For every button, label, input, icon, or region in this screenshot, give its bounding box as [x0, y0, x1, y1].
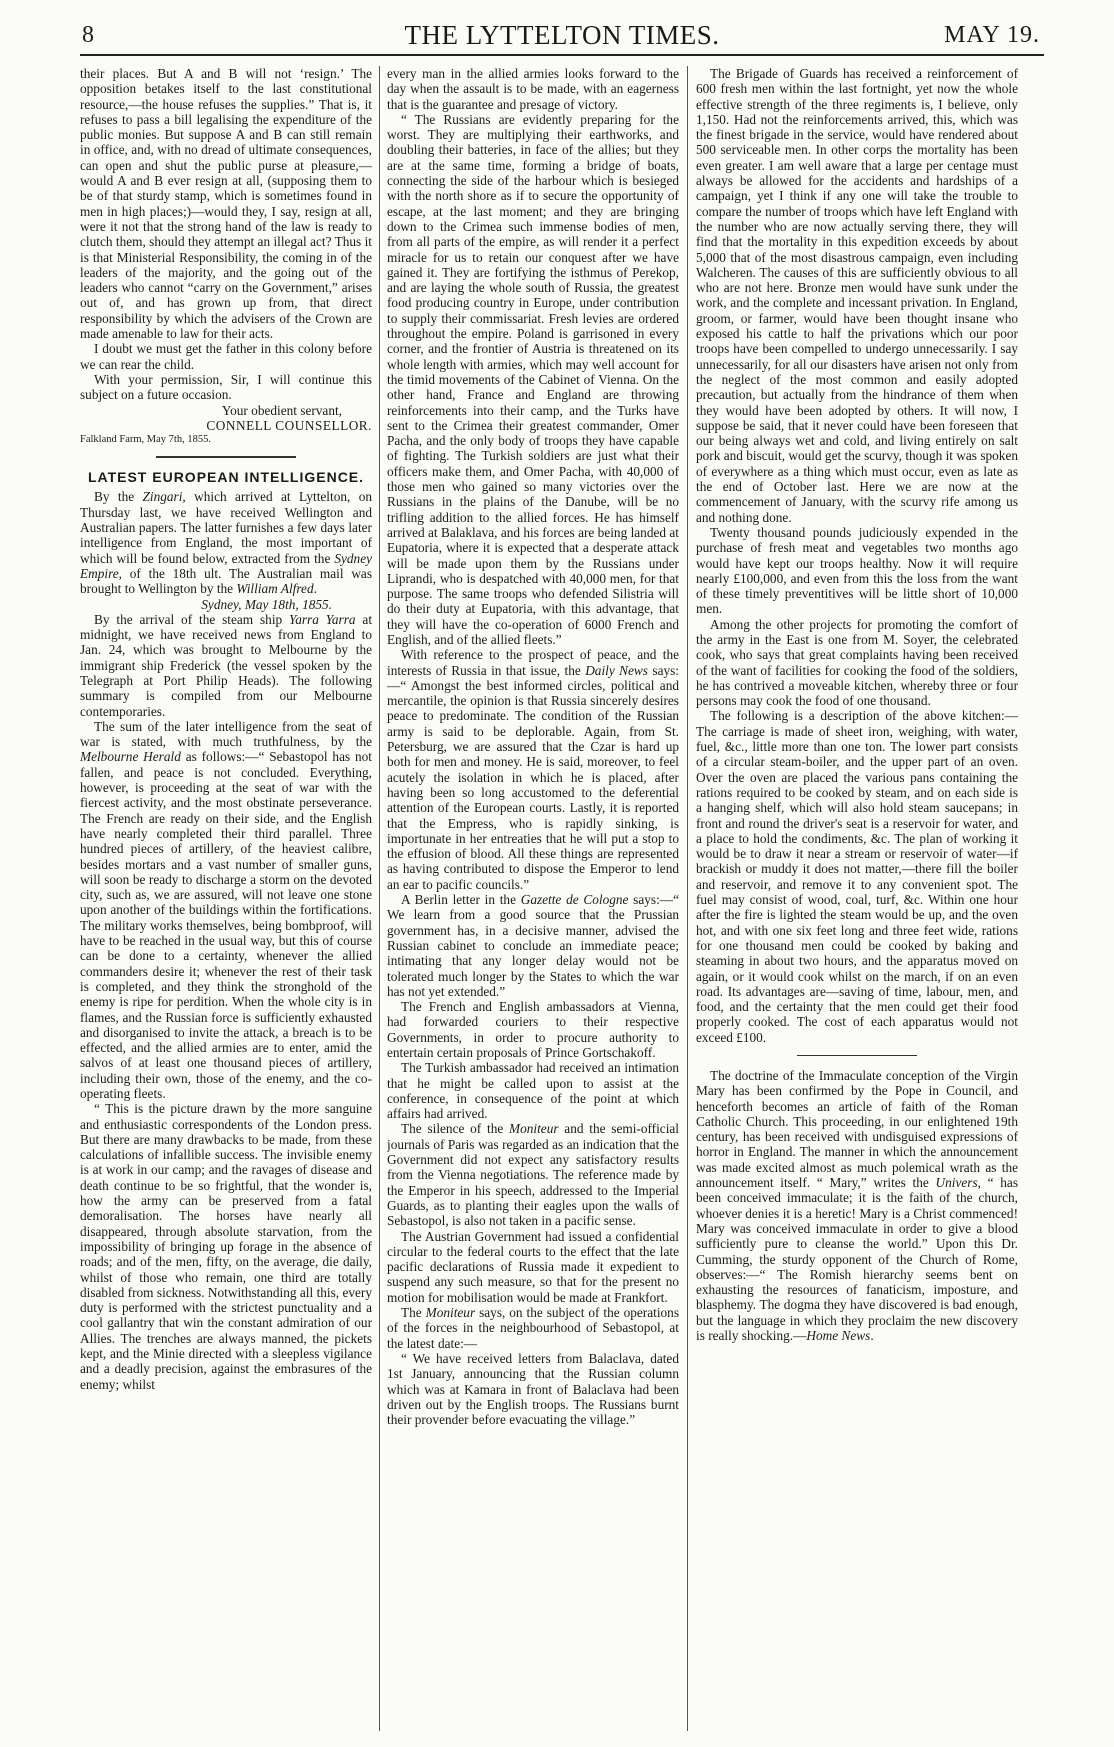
letter-closing: Your obedient servant, — [221, 402, 342, 418]
paragraph: The Turkish ambassador had received an intimation that he might be called upon to assist at the conference, in consequence of the point at which affairs had arrived. — [387, 1060, 679, 1122]
column-rule — [687, 66, 688, 1731]
dateline: Sydney, May 18th, 1855. — [201, 596, 332, 612]
paragraph: A Berlin letter in the Gazette de Cologne says:—“ We learn from a good source that the Prussian government has, in a decisive manner, advised the Russian cabinet to conclude an immediate peace; intimating that any longer delay would not be tolerated much longer by the States to which the war has not yet extended.” — [387, 892, 679, 999]
paragraph: “ The Russians are evidently preparing for the worst. They are multiplying their earthworks, and doubling their batteries, in face of the allies; but they are at the same time, forming a bridge of boats, connecting the side of the harbour which is besieged with the north shore as if to secure the opportunity of escape, at the last moment; and they are bringing down to the Crimea such immense bodies of men, from all parts of the empire, as will render it a perfect miracle for us to retain our conquest after we have gained it. They are fortifying the isthmus of Perekop, and are laying the whole south of Russia, the greatest food producing country in Europe, under contribution to supply their commissariat. Fresh levies are ordered throughout the empire. Poland is garrisoned in every corner, and the frontier of Austria is threatened on its whole length with armies, which may well account for the timid movements of the Cabinet of Vienna. On the other hand, France and England are throwing reinforcements into their camp, and the Turks have sent to the Crimea their greatest commander, Omer Pacha, and the only body of troops they have capable of fighting. The Turkish soldiers are just what their officers make them, and Omer Pacha, with 40,000 of those men who gained so many victories over the Russians in the plains of the Danube, will be no trifling addition to the allied forces. He has himself arrived at Balaklava, and his forces are being landed at Eupatoria, where it is expected that a desperate attack will be made upon them by the Russians under Liprandi, who is despatched with 40,000 men, for that purpose. The same troops who defended Silistria will do their duty at Eupatoria, with this advantage, that they will have the co-operation of 6000 French and English, and of the allied fleets.” — [387, 111, 679, 647]
masthead — [80, 14, 1044, 56]
column-1 — [80, 66, 372, 1736]
paragraph: The following is a description of the above kitchen:—The carriage is made of sheet iron, weighing, with water, fuel, &c., little more than one ton. The lower part consists of a circular steam-boiler, and the upper part of an oven. Over the oven are placed the various pans containing the rations required to be cooked by steam, and on each side is a hanging shelf, which will also hold steam saucepans; in front and round the driver's seat is a reservoir for water, and a place to hold the condiments, &c. The plan of working it would be to draw it near a stream or reservoir of water—if brackish or muddy it does not matter,—there fill the boiler and reservoir, and remove it to any convenient spot. The fuel may consist of wood, coal, turf, &c. Within one hour after the fire is lighted the steam would be up, and the oven hot, and with one six feet long and three feet wide, rations for one thousand men could be cooked by baking and steaming in about two hours, and the apparatus moved on again, or it would cook whilst on the march, if on an even road. Its advantages are—saving of time, labour, men, and food, and the certainty that the men could get their food properly cooked. The cost of each apparatus would not exceed £100. — [696, 708, 1018, 1045]
paragraph: By the Zingari, which arrived at Lyttelton, on Thursday last, we have received Wellington and Australian papers. The latter furnishes a few days later intelligence from England, the most important of which will be found below, extracted from the Sydney Empire, of the 18th ult. The Australian mail was brought to Wellington by the William Alfred. — [80, 489, 372, 597]
paragraph: every man in the allied armies looks forward to the day when the assault is to be made, with an eagerness that is the guarantee and presage of victory. — [387, 66, 679, 112]
issue-date: MAY 19. — [944, 22, 1040, 48]
paragraph: With reference to the prospect of peace, and the interests of Russia in that issue, the Daily News says:—“ Amongst the best informed circles, political and mercantile, the opinion is that Russia sincerely desires peace to predominate. The condition of the Russian army is said to be deplorable. Again, from St. Petersburg, we are assured that the Czar is hard up both for men and money. He is said, moreover, to feel acutely the isolation in which he is placed, after having been so long accustomed to the deferential attention of the European courts. Lastly, it is reported that the Empress, who is rapidly sinking, is importunate in her entreaties that he will put a stop to the effusion of blood. All these things are represented as having contributed to dispose the Emperor to lend an ear to pacific councils.” — [387, 647, 679, 892]
paragraph: The doctrine of the Immaculate conception of the Virgin Mary has been confirmed by the Pope in Council, and henceforth becomes an article of faith of the Roman Catholic Church. This proceeding, in our enlightened 19th century, has been received with undisguised expressions of horror in England. The manner in which the announcement was made excited almost as much polemical wrath as the announcement itself. “ Mary,” writes the Univers, “ has been conceived immaculate; it is the faith of the church, whoever denies it is a heretic! Mary is a Christ commenced! Mary was conceived immaculate in order to give a blood sufficiently pure to cleanse the world.” Upon this Dr. Cumming, the sturdy opponent of the Church of Rome, observes:—“ The Romish hierarchy seems bent on exhausting the resources of fanaticism, imposture, and blasphemy. The dogma they have discovered is bad enough, but the language in which they proclaim the new discovery is really shocking.—Home News. — [696, 1068, 1018, 1344]
paragraph: By the arrival of the steam ship Yarra Yarra at midnight, we have received news from England to Jan. 24, which was brought to Melbourne by the immigrant ship Frederick (the vessel spoken by the Telegraph at Port Philip Heads). The following summary is compiled from our Melbourne contemporaries. — [80, 611, 372, 719]
paragraph: The Austrian Government had issued a confidential circular to the federal courts to the effect that the late pacific declarations of Russia made it expedient to suspend any such measure, so that for the present no motion for mobilisation would be made at Frankfort. — [387, 1228, 679, 1305]
column-3 — [696, 66, 1018, 1736]
paragraph: “ We have received letters from Balaclava, dated 1st January, announcing that the Russian column which was at Kamara in front of Balaclava had been driven out by the English troops. The Russians burnt their provender before evacuating the village.” — [387, 1350, 679, 1428]
paragraph: The sum of the later intelligence from the seat of war is stated, with much truthfulness, by the Melbourne Herald as follows:—“ Sebastopol has not fallen, and peace is not concluded. Everything, however, is proceeding at the seat of war with the fiercest activity, and the most obstinate perseverance. The French are ready on their side, and the English have nearly completed their third parallel. Three hundred pieces of artillery, of the heaviest calibre, besides mortars and a vast number of smaller guns, will soon be ready to discharge a storm on the devoted city, such as, we are assured, will not leave one stone upon another of the buildings within the fortifications. The military works themselves, being bombproof, will have to be reached in the usual way, but this of course can be done to a certainty, whenever the allied commanders desire it; whenever the rest of their task is completed, and they think the stronghold of the enemy is ripe for perdition. When the whole city is in flames, and the Russian force is sufficiently exhausted and disorganised to invite the attack, a breach is to be effected, and the allied armies are to enter, amid the salvos of at least one thousand pieces of artillery, including their own, those of the enemy, and the co-operating fleets. — [80, 718, 372, 1101]
column-2 — [387, 66, 679, 1736]
paragraph: The Moniteur says, on the subject of the operations of the forces in the neighbourhood of Sebastopol, at the latest date:— — [387, 1305, 679, 1351]
paragraph: With your permission, Sir, I will continue this subject on a future occasion. — [80, 371, 372, 403]
section-divider — [797, 1055, 917, 1056]
letter-address: Falkland Farm, May 7th, 1855. — [80, 434, 211, 446]
paragraph: The silence of the Moniteur and the semi-official journals of Paris was regarded as an indication that the Government did not expect any satisfactory results from the Vienna negotiations. The reference made by the Emperor in his speech, addressed to the Imperial Guards, as to planting their eagles upon the walls of Sebastopol, is also not taken in a pacific sense. — [387, 1121, 679, 1229]
paragraph: “ This is the picture drawn by the more sanguine and enthusiastic correspondents of the London press. But there are many drawbacks to be made, from these calculations of infallible success. The invisible enemy is at work in our camp; and the ravages of disease and death continue to be so frightful, that the wonder is, how the army can be preserved from a fatal demoralisation. The horses have nearly all disappeared, through absolute starvation, from the impossibility of bringing up forage in the absence of roads; and of the men, fifty, on the average, die daily, whilst of those who remain, one third are totally disabled from sickness. Notwithstanding all this, every duty is performed with the strictest punctuality and a cool gallantry that win the constant admiration of our Allies. The trenches are always manned, the pickets kept, and the Minie directed with a sleepless vigilance and a deadly precision, against the embrasures of the enemy; whilst — [80, 1101, 372, 1392]
section-divider — [156, 456, 296, 458]
paragraph: I doubt we must get the father in this colony before we can rear the child. — [80, 341, 372, 372]
paragraph: Among the other projects for promoting the comfort of the army in the East is one from M. Soyer, the celebrated cook, who says that great complaints having been received of the want of facilities for cooking the food of the soldiers, he has contrived a moveable kitchen, whereby three or four persons may cook the food of one thousand. — [696, 616, 1018, 709]
paragraph: their places. But A and B will not ‘resign.’ The opposition betakes itself to the last constitutional resource,—the house refuses the supplies.” That is, it refuses to pass a bill legalising the expenditure of the public monies. But suppose A and B can still remain in office, and, with no dread of ultimate consequences, can open and shut the public purse at pleasure,—would A and B ever resign at all, (supposing them to be of that sturdy stamp, which is sometimes found in men in high places;)—would they, I say, resign at all, were it not that the strong hand of the law is ready to clutch them, should they attempt an illegal act? Thus it is that Ministerial Responsibility, the coming in of the leaders of the majority, and the going out of the leaders who cannot “carry on the Government,” arises out of, and has grown up from, that direct responsibility by which the advisers of the Crown are made amenable to law for their acts. — [80, 66, 372, 342]
paragraph: The Brigade of Guards has received a reinforcement of 600 fresh men within the last fortnight, yet now the whole effective strength of the three regiments is, I believe, only 1,150. Had not the reinforcements arrived, this, which was the finest brigade in the service, would have rendered about 500 serviceable men. In other corps the mortality has been even greater. I am well aware that a large per centage must always be allowed for the accidents and hardships of a campaign, yet I think if any one will take the trouble to compare the number of troops which have left England with the number who are now actually serving there, they will find that the mortality in this expedition exceeds by about 5,000 that of the most disastrous campaign, even including Walcheren. The causes of this are sufficiently obvious to all who are not here. Bronze men would have sunk under the work, and the complete and incessant privation. In England, groom, or farmer, would have been thought insane who exposed his cattle to half the privations which our poor troops have been compelled to undergo unnecessarily. I say unnecessarily, for all our disasters have arisen not only from the neglect of the most common and easily adopted precaution, but actually from the hindrance of them when they would have been adopted by others. It will now, I suppose be said, that it never could have been foreseen that our being always wet and cold, and living entirely on salt pork and biscuit, would get the scurvy, though it was spoken of everywhere as a thing which must occur, even as late as the end of October last. Here we are now at the commencement of January, with the scurvy rife among us and nothing done. — [696, 66, 1018, 525]
letter-signature: CONNELL COUNSELLOR. — [206, 417, 372, 433]
paragraph: The French and English ambassadors at Vienna, had forwarded couriers to their respective Governments, in order to procure authority to entertain certain proposals of Prince Gortschakoff. — [387, 999, 679, 1060]
column-rule — [379, 66, 380, 1731]
page-number: 8 — [82, 22, 94, 48]
section-heading: LATEST EUROPEAN INTELLIGENCE. — [87, 469, 365, 486]
paragraph: Twenty thousand pounds judiciously expended in the purchase of fresh meat and vegetables two months ago would have kept our troops healthy. Now it will require nearly £100,000, and even from this the loss from the want of these timely preventitives will be little short of 10,000 men. — [696, 524, 1018, 617]
newspaper-title: THE LYTTELTON TIMES. — [404, 20, 720, 50]
